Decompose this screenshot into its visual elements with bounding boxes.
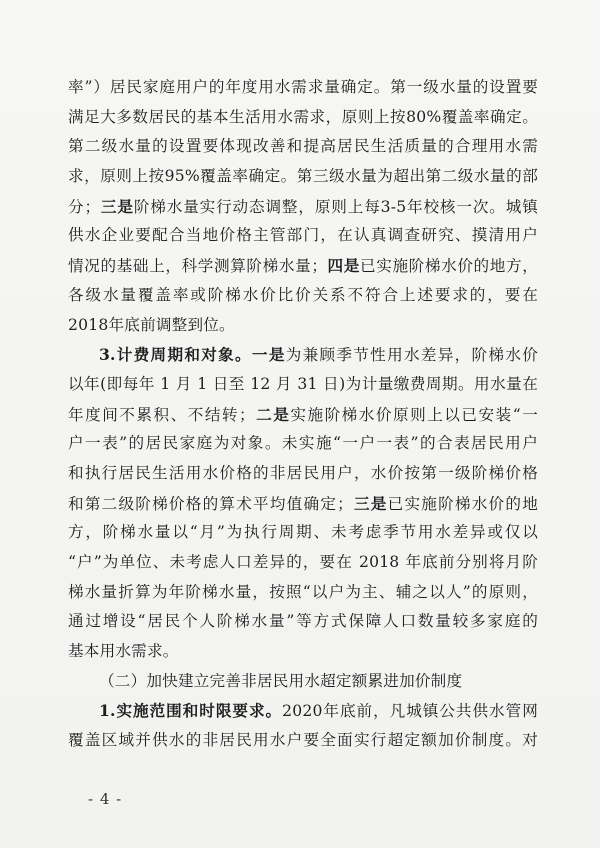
text-segment: 为兼顾季节性用水差异，阶梯水价 [285, 346, 538, 365]
text-segment: 2020年底前，凡城镇公共供水管网 [282, 702, 538, 721]
text-line [68, 726, 538, 756]
text-segment: 方，阶梯水量以“月”为执行周期、未考虑季节用水差异或仅以 [68, 523, 538, 542]
text-segment: 2018年底前调整到位。 [68, 315, 235, 334]
page-number: - 4 - [88, 790, 123, 808]
bold-text: 三是 [352, 493, 388, 513]
text-segment: 户一表”的居民家庭为对象。未实施“一户一表”的合表居民用户 [68, 434, 538, 453]
text-line [68, 73, 538, 103]
text-line [68, 103, 538, 133]
document-body [68, 73, 538, 756]
text-segment: 阶梯水量实行动态调整，原则上每3-5年校核一次。城镇 [133, 197, 538, 216]
bold-text: 四是 [327, 256, 360, 276]
text-line [68, 667, 538, 697]
text-segment: 梯水量折算为年阶梯水量，按照“以户为主、辅之以人”的原则， [68, 582, 538, 601]
text-line [68, 548, 538, 578]
text-line [68, 607, 538, 637]
text-segment: 实施阶梯水价原则上以已安装“一 [290, 405, 538, 424]
text-line [68, 637, 538, 667]
text-line [68, 518, 538, 548]
text-segment: 和执行居民生活用水价格的非居民用户，水价按第一级阶梯价格 [68, 463, 538, 482]
text-line [68, 340, 538, 370]
bold-text: 一是 [251, 345, 286, 365]
text-line [68, 281, 538, 311]
text-segment: 以年(即每年 1 月 1 日至 12 月 31 日)为计量缴费周期。用水量在 [68, 374, 538, 393]
bold-text: 三是 [100, 196, 134, 216]
text-segment: 分； [68, 197, 101, 216]
text-line [68, 311, 538, 341]
text-segment: （二）加快建立完善非居民用水超定额累进加价制度 [99, 671, 463, 690]
text-segment: “户”为单位、未考虑人口差异的，要在 2018 年底前分别将月阶 [68, 553, 538, 571]
text-line [68, 400, 538, 430]
bold-text: 二是 [254, 404, 291, 424]
text-segment: 覆盖区域并供水的非居民用水户要全面实行超定额加价制度。对 [68, 731, 538, 750]
text-segment: 情况的基础上，科学测算阶梯水量； [68, 257, 328, 276]
text-segment: 和第二级阶梯价格的算术平均值确定； [68, 494, 353, 513]
text-segment: 年度间不累积、不结转； [68, 405, 255, 424]
text-segment: 基本用水需求。 [68, 642, 179, 661]
text-line [68, 578, 538, 608]
bold-text: 1.实施范围和时限要求。 [99, 701, 283, 721]
text-segment: 第二级水量的设置要体现改善和提高居民生活质量的合理用水需 [68, 137, 538, 156]
text-line [68, 459, 538, 489]
text-segment: 已实施阶梯水价的地 [387, 494, 538, 513]
text-line [68, 429, 538, 459]
text-line [68, 192, 538, 222]
text-line [68, 251, 538, 281]
text-segment: 求，原则上按95%覆盖率确定。第三级水量为超出第二级水量的部 [68, 167, 538, 186]
text-segment: 各级水量覆盖率或阶梯水价比价关系不符合上述要求的，要在 [68, 285, 538, 304]
text-line [68, 132, 538, 162]
text-segment: 供水企业要配合当地价格主管部门，在认真调查研究、摸清用户 [68, 226, 538, 245]
text-line [68, 370, 538, 400]
text-line [68, 221, 538, 251]
text-line [68, 162, 538, 192]
text-segment: 通过增设“居民个人阶梯水量”等方式保障人口数量较多家庭的 [68, 612, 538, 631]
text-segment: 率”）居民家庭用户的年度用水需求量确定。第一级水量的设置要 [68, 78, 538, 96]
bold-text: 3.计费周期和对象。 [99, 345, 252, 365]
text-segment: 满足大多数居民的基本生活用水需求，原则上按80%覆盖率确定。 [68, 107, 538, 126]
text-line [68, 489, 538, 519]
text-segment: 已实施阶梯水价的地方， [360, 257, 538, 276]
text-line [68, 696, 538, 726]
